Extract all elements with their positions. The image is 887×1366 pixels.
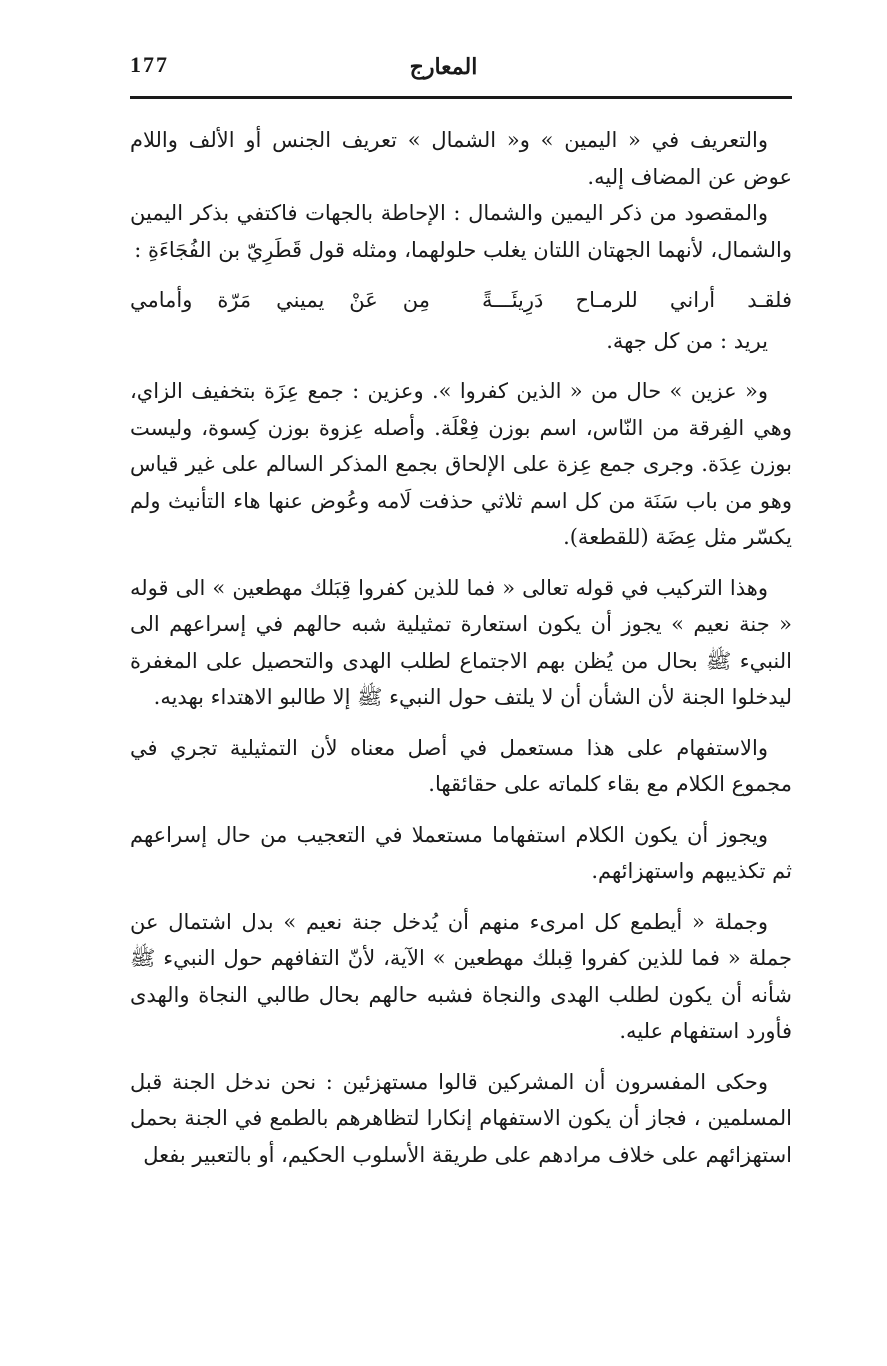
verse-first-hemistich: فلقـد أراني للرمـاح دَرِيئَـــةً xyxy=(482,288,792,312)
paragraph: وهذا التركيب في قوله تعالى « فما للذين كفروا قِبَلك مهطعين » الى قوله « جنة نعيم » يجوز أن يكون استعارة تمثيلية شبه حالهم في إسراعهم الى النبيء ﷺ بحال من يُظن بهم الاجتماع لطلب الهدى والتحصيل على المغفرة ليدخلوا الجنة لأن الشأن أن لا يلتف حول النبيء ﷺ إلا طالبو الاهتداء بهديه. xyxy=(130,575,792,709)
paragraph: والاستفهام على هذا مستعمل في أصل معناه لأن التمثيلية تجري في مجموع الكلام مع بقاء كلماته على حقائقها. xyxy=(130,735,792,796)
paragraph: وحكى المفسرون أن المشركين قالوا مستهزئين : نحن ندخل الجنة قبل المسلمين ، فجاز أن يكون الاستفهام إنكارا لتظاهرهم بالطمع في الجنة بحمل استهزائهم على خلاف مرادهم على طريقة الأسلوب الحكيم، أو بالتعبير بفعل xyxy=(130,1069,792,1167)
paragraph: يريد : من كل جهة. xyxy=(606,328,768,353)
text-body xyxy=(130,122,792,1173)
paragraph: وجملة « أيطمع كل امرىء منهم أن يُدخل جنة نعيم » بدل اشتمال عن جملة « فما للذين كفروا قِبلك مهطعين » الآية، لأنّ التفافهم حول النبيء ﷺ شأنه أن يكون لطلب الهدى والنجاة فشبه حالهم بحال طالبي النجاة والهدى فأورد استفهام عليه. xyxy=(130,909,792,1043)
poetry-verse xyxy=(130,282,792,319)
paragraph: ويجوز أن يكون الكلام استفهاما مستعملا في التعجيب من حال إسراعهم ثم تكذيبهم واستهزائهم. xyxy=(130,822,792,883)
paragraph: والتعريف في « اليمين » و« الشمال » تعريف الجنس أو الألف واللام عوض عن المضاف إليه. xyxy=(130,128,792,189)
running-header: المعارج xyxy=(409,54,478,80)
page-number: 177 xyxy=(130,52,169,77)
paragraph: و« عزين » حال من « الذين كفروا ». وعزين : جمع عِزَة بتخفيف الزاي، وهي الفِرقة من النّاس، اسم بوزن فِعْلَة. وأصله عِزوة بوزن كِسوة، وليست بوزن عِدَة. وجرى جمع عِزة على الإلحاق بجمع المذكر السالم على غير قياس وهو من باب سَنَة من كل اسم ثلاثي حذفت لَامه وعُوض عنها هاء التأنيث ولم يكسّر مثل عِضَة (للقطعة). xyxy=(130,379,792,549)
verse-second-hemistich: مِن عَنْ يميني مَرّة وأمامي xyxy=(130,288,430,312)
paragraph: والمقصود من ذكر اليمين والشمال : الإحاطة بالجهات فاكتفي بذكر اليمين والشمال، لأنهما الجهتان اللتان يغلب حلولهما، ومثله قول قَطَرِيّ بن الفُجَاءَةِ : xyxy=(130,201,792,262)
header-rule xyxy=(130,96,792,99)
